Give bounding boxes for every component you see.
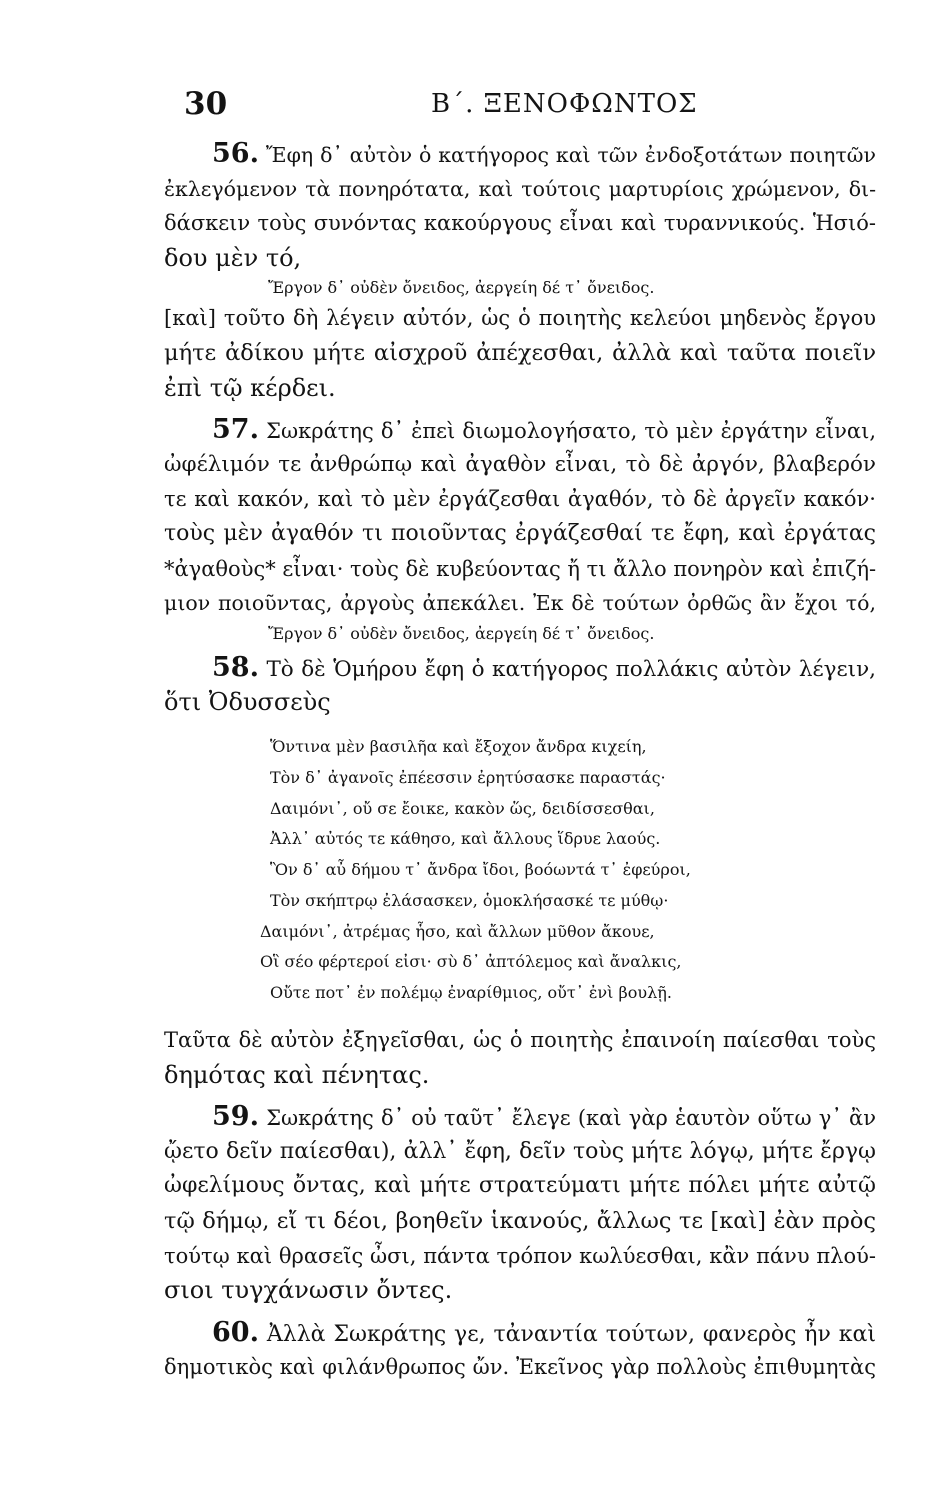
text-span: Τὸ δὲ Ὁμήρου ἔφη ὁ κατήγορος πολλάκις αὐτὸν λέγειν, [266,656,876,682]
paragraph-line: τοὺς μὲν ἀγαθόν τι ποιοῦντας ἐργάζεσθαί τε ἔφη, καὶ ἐργάτας [164,520,876,546]
paragraph-line: μήτε ἀδίκου μήτε αἰσχροῦ ἀπέχεσθαι, ἀλλὰ καὶ ταῦτα ποιεῖν [164,339,876,366]
quotation-line: Ἔργον δ᾽ οὐδὲν ὄνειδος, ἀεργείη δέ τ᾽ ὄνειδος. [268,623,655,643]
paragraph-line [164,1100,876,1135]
paragraph-line: μιον ποιοῦντας, ἀργοὺς ἀπεκάλει. Ἐκ δὲ τούτων ὀρθῶς ἂν ἔχοι τό, [164,591,876,616]
page-body [164,137,876,1385]
paragraph-line [164,413,876,448]
running-head [184,86,884,126]
paragraph-line: ὅτι Ὀδυσσεὺς [164,688,331,717]
verse-line: Οὔτε ποτ᾽ ἐν πολέμῳ ἐναρίθμιος, οὔτ᾽ ἐνὶ βουλῇ. [270,983,672,1003]
verse-line: Οἳ σέο φέρτεροί εἰσι· σὺ δ᾽ ἀπτόλεμος καὶ ἄναλκις, [260,952,682,972]
verse-line: Τὸν δ᾽ ἀγανοῖς ἐπέεσσιν ἐρητύσασκε παραστάς· [270,767,666,787]
section-number: 58. [212,651,259,683]
page-number: 30 [184,86,228,122]
paragraph-line: τε καὶ κακόν, καὶ τὸ μὲν ἐργάζεσθαι ἀγαθόν, τὸ δὲ ἀργεῖν κακόν· [164,487,876,512]
running-title: Β΄. ΞΕΝΟΦΩΝΤΟΣ [431,89,698,119]
paragraph-line: δημότας καὶ πένητας. [164,1060,430,1089]
paragraph-line: Ταῦτα δὲ αὐτὸν ἐξηγεῖσθαι, ὡς ὁ ποιητὴς ἐπαινοίη παίεσθαι τοὺς [164,1028,876,1053]
verse-line: Ἀλλ᾽ αὐτός τε κάθησο, καὶ ἄλλους ἵδρυε λαούς. [270,829,661,849]
verse-line: Τὸν σκήπτρῳ ἐλάσασκεν, ὁμοκλήσασκέ τε μύθῳ· [270,890,669,910]
paragraph-line: σιοι τυγχάνωσιν ὄντες. [164,1276,453,1305]
verse-line: Δαιμόνι᾽, ἀτρέμας ἧσο, καὶ ἄλλων μῦθον ἄκουε, [260,921,655,941]
text-span: Σωκράτης δ᾽ οὐ ταῦτ᾽ ἔλεγε (καὶ γὰρ ἑαυτὸν οὕτω γ᾽ ἂν [266,1106,876,1131]
paragraph-line: ᾤετο δεῖν παίεσθαι), ἀλλ᾽ ἔφη, δεῖν τοὺς μήτε λόγῳ, μήτε ἔργῳ [164,1138,876,1164]
paragraph-line: ἐπὶ τῷ κέρδει. [164,373,336,402]
paragraph-line [164,651,876,686]
paragraph-line: ἐκλεγόμενον τὰ πονηρότατα, καὶ τούτοις μαρτυρίοις χρώμενον, δι- [164,176,876,201]
paragraph-line: δημοτικὸς καὶ φιλάνθρωπος ὤν. Ἐκεῖνος γὰρ πολλοὺς ἐπιθυμητὰς [164,1355,876,1380]
text-span: Σωκράτης δ᾽ ἐπεὶ διωμολογήσατο, τὸ μὲν ἐργάτην εἶναι, [266,419,876,444]
paragraph-line: [καὶ] τοῦτο δὴ λέγειν αὐτόν, ὡς ὁ ποιητὴς κελεύοι μηδενὸς ἔργου [164,306,876,331]
paragraph-line: ὠφέλιμόν τε ἀνθρώπῳ καὶ ἀγαθὸν εἶναι, τὸ δὲ ἀργόν, βλαβερόν [164,451,876,477]
paragraph-line [164,1316,876,1351]
paragraph-line: δου μὲν τό, [164,243,302,272]
verse-line: Ὅντινα μὲν βασιλῆα καὶ ἔξοχον ἄνδρα κιχείη, [270,736,647,756]
paragraph-line: *ἀγαθοὺς* εἶναι· τοὺς δὲ κυβεύοντας ἤ τι ἄλλο πονηρὸν καὶ ἐπιζή- [164,556,877,581]
quotation-line: Ἔργον δ᾽ οὐδὲν ὄνειδος, ἀεργείη δέ τ᾽ ὄνειδος. [268,278,655,298]
paragraph-line: ὠφελίμους ὄντας, καὶ μήτε στρατεύματι μήτε πόλει μήτε αὐτῷ [164,1173,876,1199]
paragraph-line [164,137,876,172]
section-number: 60. [212,1316,259,1348]
section-number: 57. [212,414,259,446]
text-span: Ἔφη δ᾽ αὐτὸν ὁ κατήγορος καὶ τῶν ἐνδοξοτάτων ποιητῶν [265,143,876,167]
paragraph-line: τούτῳ καὶ θρασεῖς ὦσι, πάντα τρόπον κωλύεσθαι, κἂν πάνυ πλού- [164,1243,876,1268]
verse-line: Δαιμόνι᾽, οὔ σε ἔοικε, κακὸν ὥς, δειδίσσεσθαι, [270,798,655,818]
paragraph-line: τῷ δήμῳ, εἴ τι δέοι, βοηθεῖν ἱκανούς, ἄλλως τε [καὶ] ἐὰν πρὸς [164,1208,876,1235]
paragraph-line: δάσκειν τοὺς συνόντας κακούργους εἶναι καὶ τυραννικούς. Ἡσιό- [164,211,876,236]
verse-line: Ὃν δ᾽ αὖ δήμου τ᾽ ἄνδρα ἴδοι, βοόωντά τ᾽ ἐφεύροι, [270,860,691,880]
homer-verse-block [164,732,876,1009]
section-number: 59. [212,1101,259,1133]
text-span: Ἀλλὰ Σωκράτης γε, τἀναντία τούτων, φανερὸς ἦν καὶ [266,1321,877,1347]
section-number: 56. [212,138,259,169]
